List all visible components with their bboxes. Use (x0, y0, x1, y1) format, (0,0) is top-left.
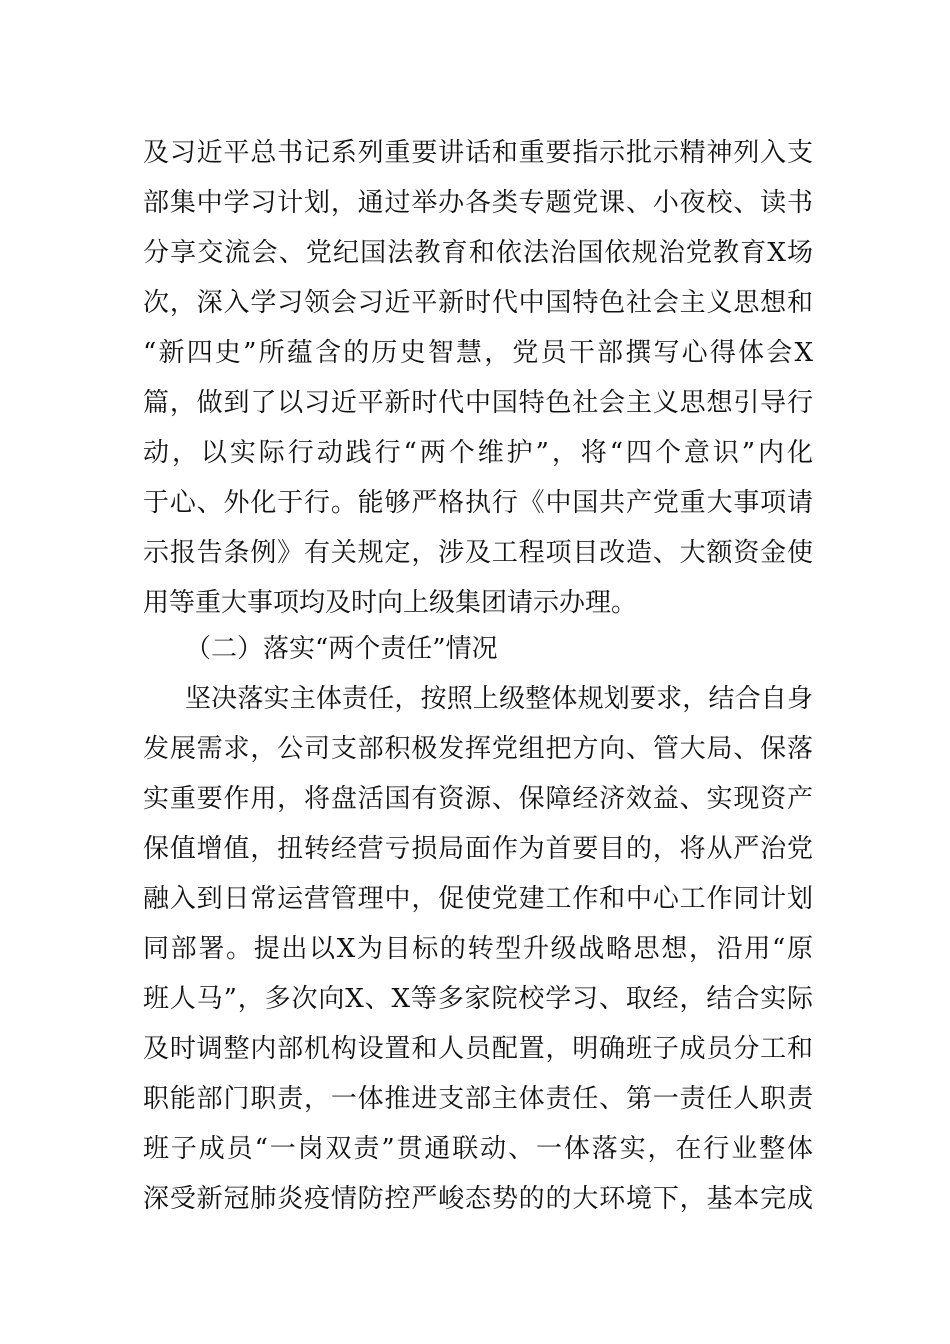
body-line-13: 发展需求，公司支部积极发挥党组把方向、管大局、保落 (143, 734, 813, 764)
body-line-3: 分享交流会、党纪国法教育和依法治国依规治党教育X场 (143, 238, 813, 268)
body-line-5: “新四史”所蕴含的历史智慧，党员干部撰写心得体会X (143, 338, 813, 368)
body-line-21: 班子成员“一岗双责”贯通联动、一体落实，在行业整体 (143, 1134, 813, 1164)
body-line-22: 深受新冠肺炎疫情防控严峻态势的的大环境下，基本完成 (143, 1184, 813, 1214)
body-line-12: 坚决落实主体责任，按照上级整体规划要求，结合自身 (185, 684, 813, 714)
body-line-20: 职能部门职责，一体推进支部主体责任、第一责任人职责 (143, 1084, 813, 1114)
body-line-10: 用等重大事项均及时向上级集团请示办理。 (143, 588, 638, 618)
section-heading: （二）落实“两个责任”情况 (185, 634, 498, 664)
body-line-7: 动，以实际行动践行“两个维护”，将“四个意识”内化 (143, 438, 813, 468)
body-line-18: 班人马”，多次向X、X等多家院校学习、取经，结合实际 (143, 984, 813, 1014)
body-line-17: 同部署。提出以X为目标的转型升级战略思想，沿用“原 (143, 934, 813, 964)
body-line-8: 于心、外化于行。能够严格执行《中国共产党重大事项请 (143, 488, 813, 518)
body-line-1: 及习近平总书记系列重要讲话和重要指示批示精神列入支 (143, 138, 813, 168)
body-line-19: 及时调整内部机构设置和人员配置，明确班子成员分工和 (143, 1034, 813, 1064)
body-line-15: 保值增值，扭转经营亏损局面作为首要目的，将从严治党 (143, 834, 813, 864)
body-line-9: 示报告条例》有关规定，涉及工程项目改造、大额资金使 (143, 538, 813, 568)
body-line-2: 部集中学习计划，通过举办各类专题党课、小夜校、读书 (143, 188, 813, 218)
body-line-16: 融入到日常运营管理中，促使党建工作和中心工作同计划 (143, 884, 813, 914)
body-line-6: 篇，做到了以习近平新时代中国特色社会主义思想引导行 (143, 388, 813, 418)
body-line-14: 实重要作用，将盘活国有资源、保障经济效益、实现资产 (143, 784, 813, 814)
body-line-4: 次，深入学习领会习近平新时代中国特色社会主义思想和 (143, 288, 813, 318)
